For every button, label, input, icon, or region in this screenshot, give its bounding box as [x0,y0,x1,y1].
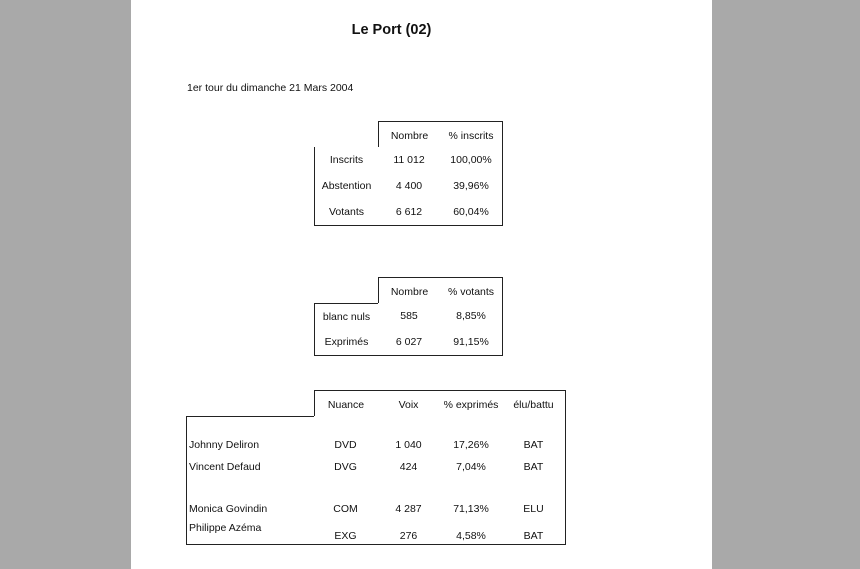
candidate-nuance: DVG [314,453,378,481]
candidate-voix: 424 [377,453,441,481]
candidate-result: ELU [502,480,566,518]
candidate-pct: 7,04% [440,453,503,481]
table1-row-pct: 60,04% [440,199,503,226]
table2-row-pct: 8,85% [440,303,503,330]
table2-row-nombre: 585 [378,303,441,330]
table3-header-nuance: Nuance [314,390,378,417]
candidate-nuance: EXG [314,517,378,545]
table3-header-pct: % exprimés [440,390,503,417]
table1-row-label: Votants [314,199,379,226]
candidate-pct: 71,13% [440,480,503,518]
candidate-name: Monica Govindin [186,480,315,518]
table1-row-nombre: 4 400 [378,173,441,200]
candidate-nuance: COM [314,480,378,518]
table2-row-label: blanc nuls [314,303,379,330]
table1-header-pct: % inscrits [440,121,503,148]
table2-row-pct: 91,15% [440,329,503,356]
table1-row-pct: 100,00% [440,147,503,174]
candidate-result: BAT [502,453,566,481]
table1-header-nombre: Nombre [378,121,441,148]
table2-header-nombre: Nombre [378,277,441,304]
table2-header-pct: % votants [440,277,503,304]
table1-row-nombre: 6 612 [378,199,441,226]
table3-header-voix: Voix [377,390,441,417]
table1-row-nombre: 11 012 [378,147,441,174]
table2-row-label: Exprimés [314,329,379,356]
candidate-name: Johnny Deliron [186,416,315,454]
table1-row-pct: 39,96% [440,173,503,200]
candidate-voix: 276 [377,517,441,545]
table1-row-label: Abstention [314,173,379,200]
candidate-name: Philippe Azéma [186,517,315,545]
candidate-pct: 17,26% [440,416,503,454]
candidate-voix: 1 040 [377,416,441,454]
candidate-result: BAT [502,517,566,545]
candidate-nuance: DVD [314,416,378,454]
candidate-name: Vincent Defaud [186,453,315,481]
table1-row-label: Inscrits [314,147,379,174]
document-page [131,0,712,569]
election-round-subtitle: 1er tour du dimanche 21 Mars 2004 [187,82,354,94]
table3-header-result: élu/battu [502,390,566,417]
candidate-voix: 4 287 [377,480,441,518]
table2-row-nombre: 6 027 [378,329,441,356]
document-title: Le Port (02) [351,22,432,38]
candidate-pct: 4,58% [440,517,503,545]
candidate-result: BAT [502,416,566,454]
